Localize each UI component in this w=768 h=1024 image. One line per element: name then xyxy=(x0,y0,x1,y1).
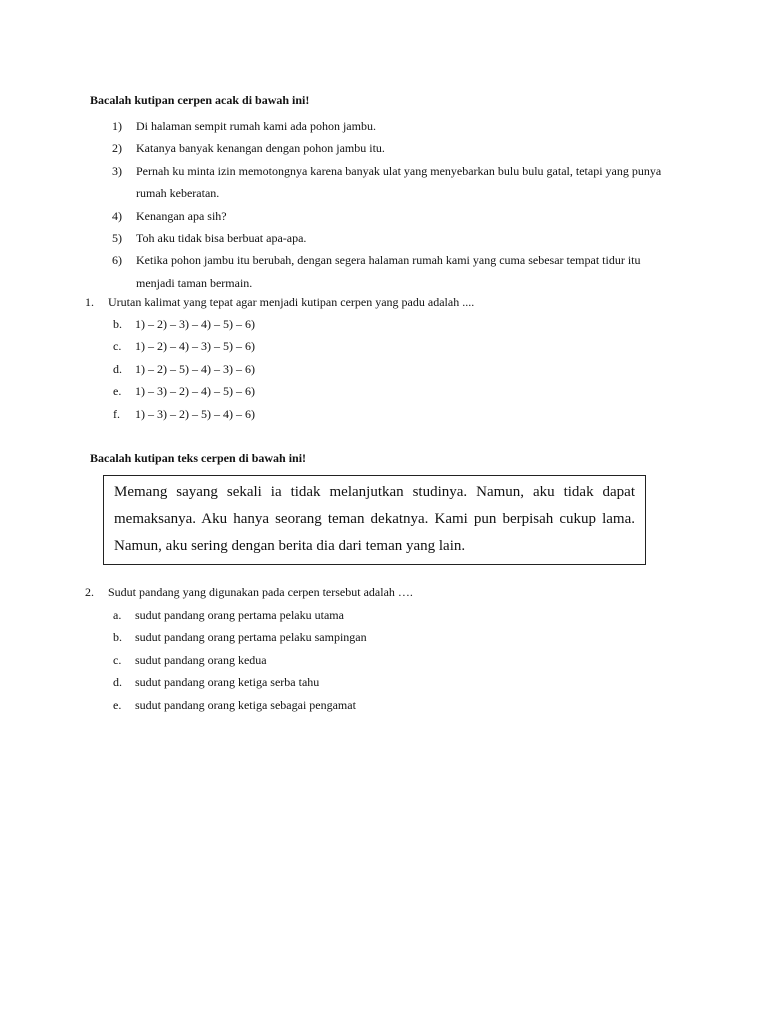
option-text: 1) – 2) – 4) – 3) – 5) – 6) xyxy=(135,339,255,354)
list-marker: 5) xyxy=(112,231,122,246)
sentence-text: Kenangan apa sih? xyxy=(136,208,227,223)
list-marker: 6) xyxy=(112,253,122,268)
option-letter: f. xyxy=(113,406,120,421)
story-excerpt-text: Memang sayang sekali ia tidak melanjutkan studinya. Namun, aku tidak dapat memaksanya. Aku hanya seorang teman dekatnya. Kami pun berpisah cukup lama. Namun, aku sering dengan berita dia dari teman yang lain. xyxy=(114,484,635,555)
option-text: 1) – 2) – 5) – 4) – 3) – 6) xyxy=(135,361,255,376)
option-text: sudut pandang orang pertama pelaku sampingan xyxy=(135,630,367,645)
list-marker: 4) xyxy=(112,208,122,223)
answer-option xyxy=(113,358,633,380)
question-text: Urutan kalimat yang tepat agar menjadi kutipan cerpen yang padu adalah .... xyxy=(108,295,475,309)
sentence-text: Ketika pohon jambu itu berubah, dengan segera halaman rumah kami yang cuma sebesar tempat tidur itu menjadi taman bermain. xyxy=(136,253,641,290)
option-letter: b. xyxy=(113,630,122,645)
answer-option xyxy=(113,626,633,648)
answer-option xyxy=(113,313,633,335)
sentence-text: Katanya banyak kenangan dengan pohon jambu itu. xyxy=(136,141,385,156)
sentence-text: Pernah ku minta izin memotongnya karena banyak ulat yang menyebarkan bulu bulu gatal, tetapi yang punya rumah keberatan. xyxy=(136,163,662,201)
shuffled-sentence-list xyxy=(112,115,672,294)
option-text: sudut pandang orang ketiga serba tahu xyxy=(135,675,320,690)
sentence-text: Di halaman sempit rumah kami ada pohon jambu. xyxy=(136,119,376,133)
option-letter: d. xyxy=(113,675,122,690)
option-text: 1) – 3) – 2) – 5) – 4) – 6) xyxy=(135,406,255,421)
option-text: sudut pandang orang ketiga sebagai pengamat xyxy=(135,697,356,712)
option-letter: c. xyxy=(113,339,122,354)
answer-option xyxy=(113,403,633,425)
sentence-text: Toh aku tidak bisa berbuat apa-apa. xyxy=(136,231,307,246)
list-item xyxy=(112,249,672,294)
section2-heading: Bacalah kutipan teks cerpen di bawah ini! xyxy=(90,451,307,465)
option-letter: a. xyxy=(113,608,122,622)
option-letter: e. xyxy=(113,384,122,399)
question-number: 1. xyxy=(85,295,94,309)
list-item xyxy=(112,227,672,249)
answer-option xyxy=(113,694,633,716)
option-letter: d. xyxy=(113,361,122,376)
list-item xyxy=(112,115,672,137)
option-text: 1) – 3) – 2) – 4) – 5) – 6) xyxy=(135,384,255,399)
option-text: sudut pandang orang pertama pelaku utama xyxy=(135,608,344,622)
list-item xyxy=(112,137,672,159)
answer-option xyxy=(113,380,633,402)
option-letter: b. xyxy=(113,317,122,331)
option-text: 1) – 2) – 3) – 4) – 5) – 6) xyxy=(135,317,255,331)
question-1-options xyxy=(113,313,633,425)
question-text: Sudut pandang yang digunakan pada cerpen tersebut adalah …. xyxy=(108,585,413,599)
list-marker: 2) xyxy=(112,141,122,156)
answer-option xyxy=(113,604,633,626)
question-2-options xyxy=(113,604,633,716)
list-marker: 1) xyxy=(112,119,122,133)
option-letter: c. xyxy=(113,652,122,667)
answer-option xyxy=(113,671,633,693)
list-marker: 3) xyxy=(112,163,122,178)
question-number: 2. xyxy=(85,585,94,599)
answer-option xyxy=(113,649,633,671)
option-text: sudut pandang orang kedua xyxy=(135,652,267,667)
answer-option xyxy=(113,335,633,357)
option-letter: e. xyxy=(113,697,122,712)
list-item xyxy=(112,160,672,205)
story-excerpt-box xyxy=(103,475,646,565)
list-item xyxy=(112,205,672,227)
section1-heading: Bacalah kutipan cerpen acak di bawah ini! xyxy=(90,93,310,107)
